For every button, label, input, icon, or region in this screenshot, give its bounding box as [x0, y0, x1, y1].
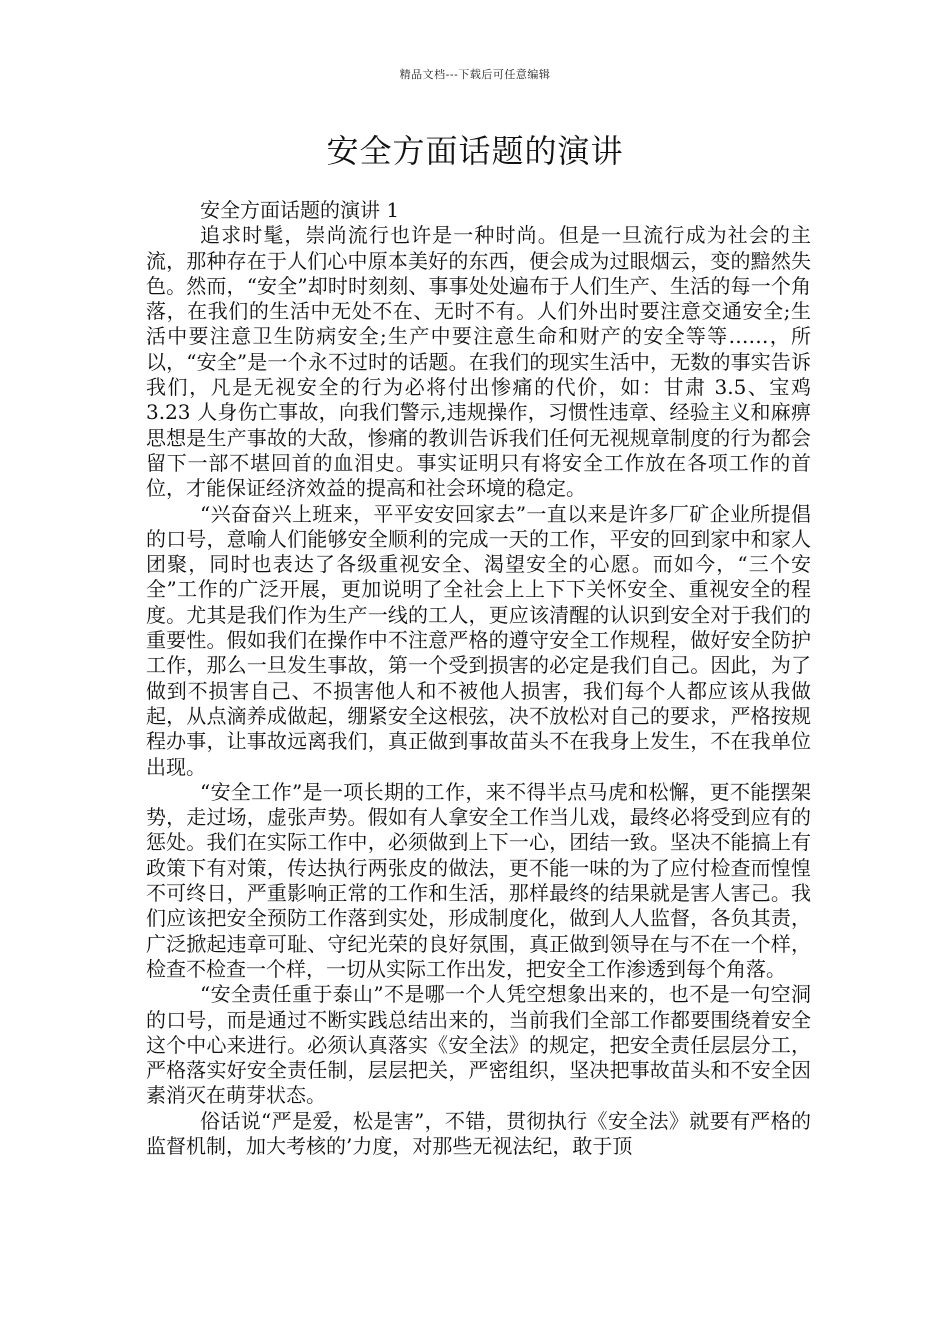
- paragraph: “兴奋奋兴上班来，平平安安回家去”一直以来是许多厂矿企业所提倡的口号，意喻人们能够安全顺利的完成一天的工作，平安的回到家中和家人团聚，同时也表达了各级重视安全、渴望安全的心愿。而如今，“三个安全”工作的广泛开展，更加说明了全社会上上下下关怀安全、重视安全的程度。尤其是我们作为生产一线的工人，更应该清醒的认识到安全对于我们的重要性。假如我们在操作中不注意严格的遵守安全工作规程，做好安全防护工作，那么一旦发生事故，第一个受到损害的必定是我们自己。因此，为了做到不损害自己、不损害他人和不被他人损害，我们每个人都应该从我做起，从点滴养成做起，绷紧安全这根弦，决不放松对自己的要求，严格按规程办事，让事故远离我们，真正做到事故苗头不在我身上发生，不在我单位出现。: [146, 501, 811, 779]
- document-subtitle: 安全方面话题的演讲 1: [200, 198, 400, 222]
- paragraph: 追求时髦，崇尚流行也许是一种时尚。但是一旦流行成为社会的主流，那种存在于人们心中原本美好的东西，便会成为过眼烟云，变的黯然失色。然而，“安全”却时时刻刻、事事处处遍布于人们生产、生活的每一个角落，在我们的生活中无处不在、无时不有。人们外出时要注意交通安全;生活中要注意卫生防病安全;生产中要注意生命和财产的安全等等……，所以，“安全”是一个永不过时的话题。在我们的现实生活中，无数的事实告诉我们，凡是无视安全的行为必将付出惨痛的代价，如：甘肃 3.5、宝鸡 3.23 人身伤亡事故，向我们警示,违规操作，习惯性违章、经验主义和麻痹思想是生产事故的大敌，惨痛的教训告诉我们任何无视规章制度的行为都会留下一部不堪回首的血泪史。事实证明只有将安全工作放在各项工作的首位，才能保证经济效益的提高和社会环境的稳定。: [146, 223, 811, 501]
- paragraph: “安全工作”是一项长期的工作，来不得半点马虎和松懈，更不能摆架势，走过场，虚张声势。假如有人拿安全工作当儿戏，最终必将受到应有的惩处。我们在实际工作中，必须做到上下一心，团结一致。坚决不能搞上有政策下有对策，传达执行两张皮的做法，更不能一味的为了应付检查而惶惶不可终日，严重影响正常的工作和生活，那样最终的结果就是害人害己。我们应该把安全预防工作落到实处，形成制度化，做到人人监督，各负其责，广泛掀起违章可耻、守纪光荣的良好氛围，真正做到领导在与不在一个样，检查不检查一个样，一切从实际工作出发，把安全工作渗透到每个角落。: [146, 779, 811, 981]
- document-body: [146, 198, 811, 1159]
- paragraph: “安全责任重于泰山”不是哪一个人凭空想象出来的，也不是一句空洞的口号，而是通过不断实践总结出来的，当前我们全部工作都要围绕着安全这个中心来进行。必须认真落实《安全法》的规定，把安全责任层层分工，严格落实好安全责任制，层层把关，严密组织，坚决把事故苗头和不安全因素消灭在萌芽状态。: [146, 982, 811, 1108]
- page-header: 精品文档---下载后可任意编辑: [399, 68, 551, 81]
- document-title: 安全方面话题的演讲: [326, 132, 624, 170]
- paragraph: 俗话说“严是爱，松是害”，不错，贯彻执行《安全法》就要有严格的监督机制，加大考核的’力度，对那些无视法纪，敢于顶: [146, 1108, 811, 1158]
